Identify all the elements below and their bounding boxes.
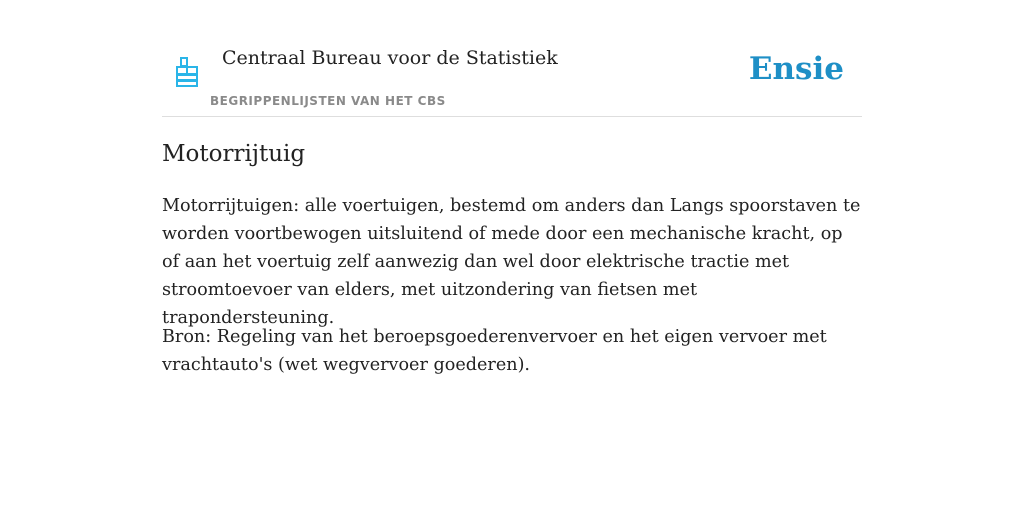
- ensie-brand-link[interactable]: Ensie: [748, 51, 844, 87]
- org-name-link[interactable]: Centraal Bureau voor de Statistiek: [222, 47, 558, 69]
- glossary-subtitle: BEGRIPPENLIJSTEN VAN HET CBS: [210, 94, 446, 108]
- page-title: Motorrijtuig: [162, 141, 306, 167]
- cbs-logo-icon[interactable]: [176, 57, 198, 87]
- site-header: [162, 0, 862, 117]
- definition-text: Motorrijtuigen: alle voertuigen, bestemd om anders dan Langs spoorstaven te worden voortbewogen uitsluitend of mede door een mechanische kracht, op of aan het voertuig zelf aanwezig dan wel door elektrische tractie met stroomtoevoer van elders, met uitzondering van fietsen met trapondersteuning.: [162, 196, 861, 328]
- source-text: Bron: Regeling van het beroepsgoederenvervoer en het eigen vervoer met vrachtauto's (wet wegvervoer goederen).: [162, 327, 827, 375]
